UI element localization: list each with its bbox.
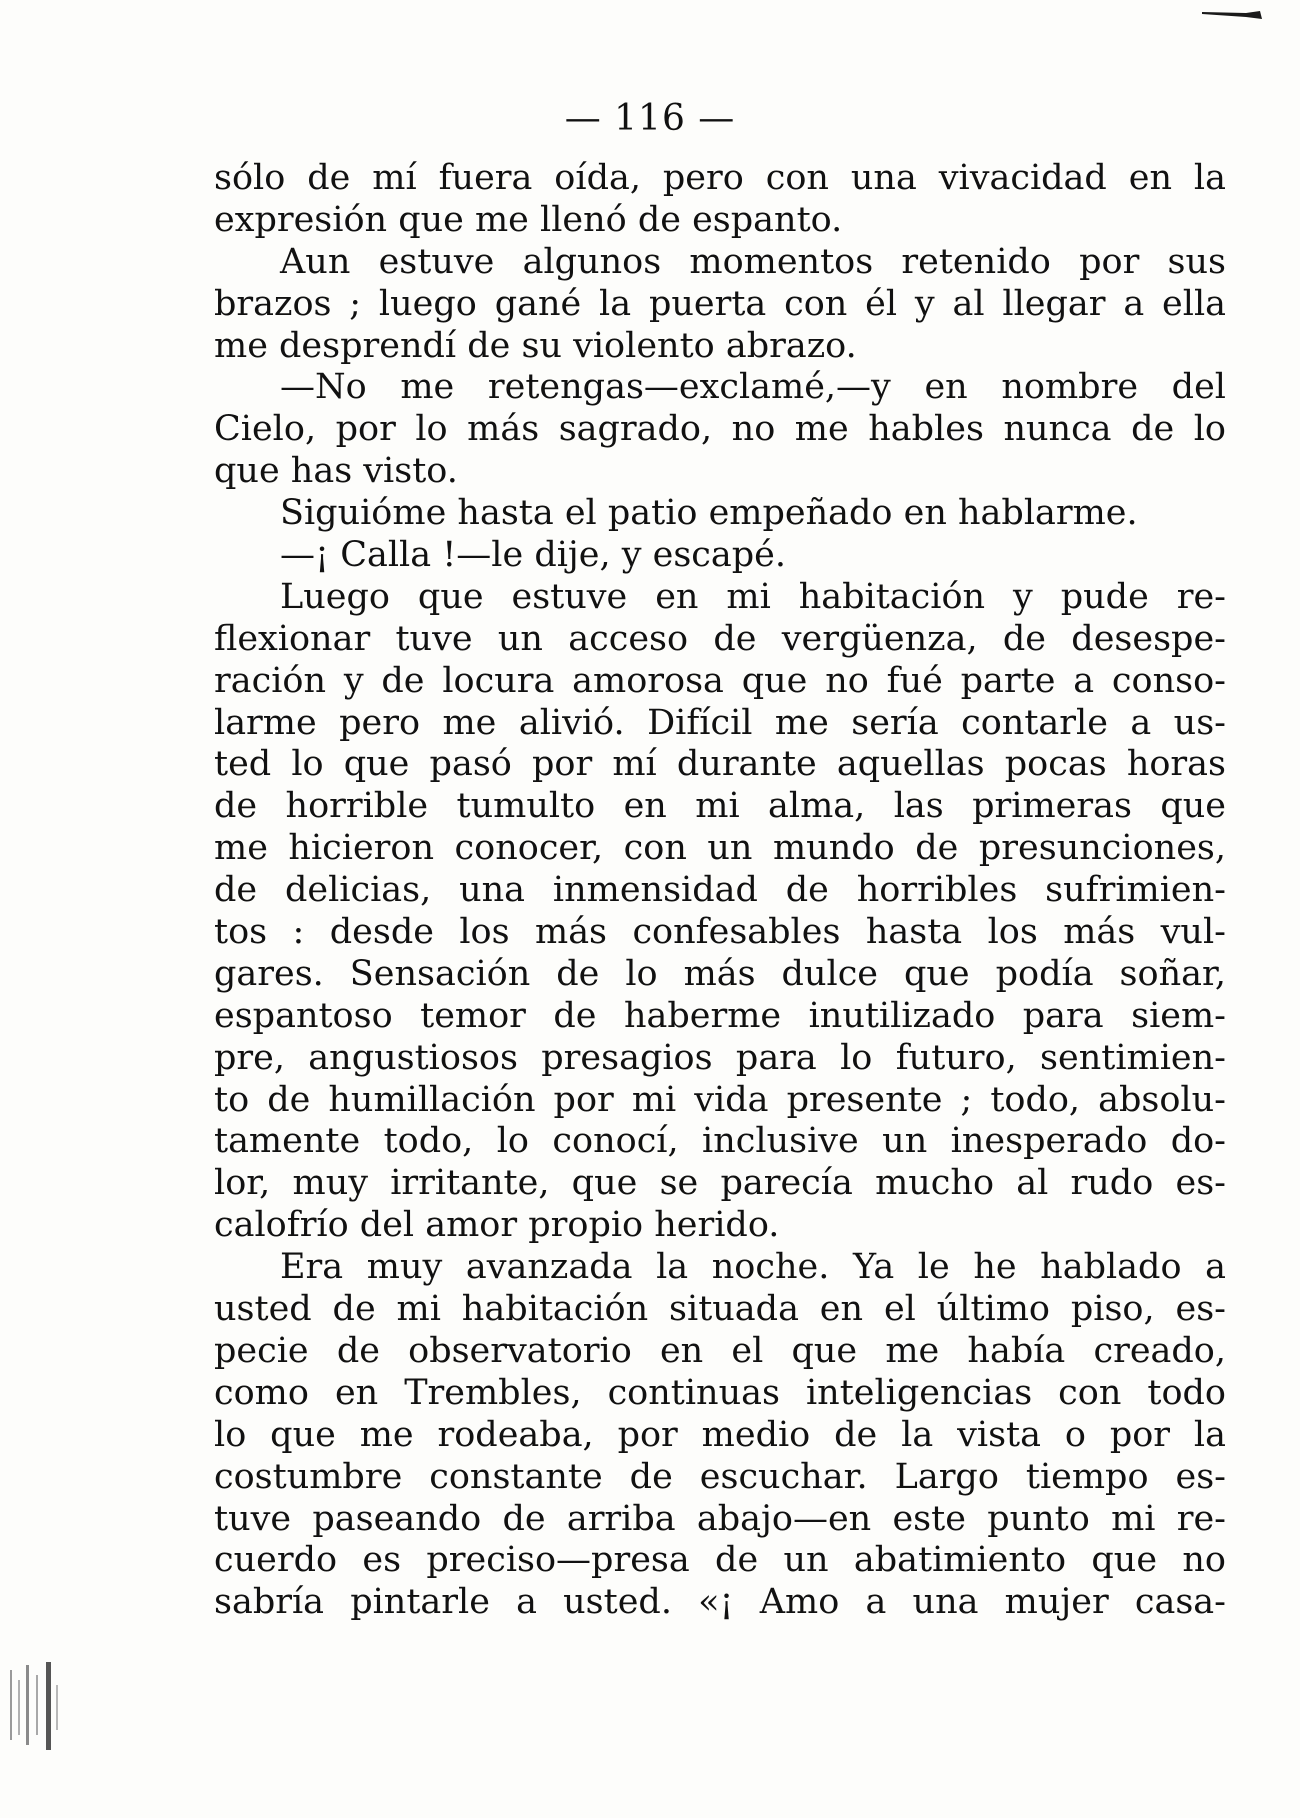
text-line: espantoso temor de haberme inutilizado para siem- [214,995,1226,1036]
text-line: que has visto. [214,451,458,492]
body-text [214,158,1226,1624]
text-line: brazos ; luego gané la puerta con él y al llegar a ella [214,283,1226,324]
text-line: to de humillación por mi vida presente ; todo, absolu- [214,1079,1226,1120]
text-line: lor, muy irritante, que se parecía mucho al rudo es- [214,1163,1226,1204]
text-line: lo que me rodeaba, por medio de la vista o por la [214,1414,1226,1455]
page-number: — 116 — [564,98,736,139]
text-line: Aun estuve algunos momentos retenido por sus [280,241,1226,282]
text-line: ración y de locura amorosa que no fué parte a conso- [214,660,1226,701]
text-line: pecie de observatorio en el que me había creado, [214,1330,1226,1371]
text-line: —¡ Calla !—le dije, y escapé. [280,535,787,576]
text-line: sólo de mí fuera oída, pero con una vivacidad en la [214,158,1226,198]
text-line: costumbre constante de escuchar. Largo tiempo es- [214,1456,1226,1497]
text-line: me desprendí de su violento abrazo. [214,325,857,366]
text-line: tamente todo, lo conocí, inclusive un inesperado do- [214,1121,1226,1162]
text-line: calofrío del amor propio herido. [214,1205,780,1246]
text-line: sabría pintarle a usted. «¡ Amo a una mujer casa- [214,1582,1226,1623]
text-line: —No me retengas—exclamé,—y en nombre del [280,367,1226,408]
text-line: tos : desde los más confesables hasta los más vul- [214,912,1226,953]
text-line: Siguióme hasta el patio empeñado en hablarme. [280,493,1138,534]
text-line: cuerdo es preciso—presa de un abatimiento que no [214,1540,1226,1581]
text-line: ted lo que pasó por mí durante aquellas pocas horas [214,744,1226,785]
text-line: de delicias, una inmensidad de horribles sufrimien- [214,870,1226,911]
text-line: expresión que me llenó de espanto. [214,199,843,240]
text-line: como en Trembles, continuas inteligencias con todo [214,1372,1226,1413]
edge-speckle-mark [6,1660,66,1755]
text-line: me hicieron conocer, con un mundo de presunciones, [214,828,1226,869]
text-line: tuve paseando de arriba abajo—en este punto mi re- [214,1498,1226,1539]
text-line: usted de mi habitación situada en el último piso, es- [214,1289,1226,1330]
text-line: larme pero me alivió. Difícil me sería contarle a us- [214,702,1226,743]
text-line: gares. Sensación de lo más dulce que podía soñar, [214,953,1226,994]
text-line: Cielo, por lo más sagrado, no me hables nunca de lo [214,409,1226,450]
text-line: de horrible tumulto en mi alma, las primeras que [214,786,1226,827]
text-line: pre, angustiosos presagios para lo futuro, sentimien- [214,1037,1226,1078]
text-line: Luego que estuve en mi habitación y pude re- [280,576,1226,617]
text-line: Era muy avanzada la noche. Ya le he hablado a [280,1247,1226,1288]
text-line: flexionar tuve un acceso de vergüenza, de desespe- [214,618,1226,659]
corner-ink-mark [1202,8,1262,20]
